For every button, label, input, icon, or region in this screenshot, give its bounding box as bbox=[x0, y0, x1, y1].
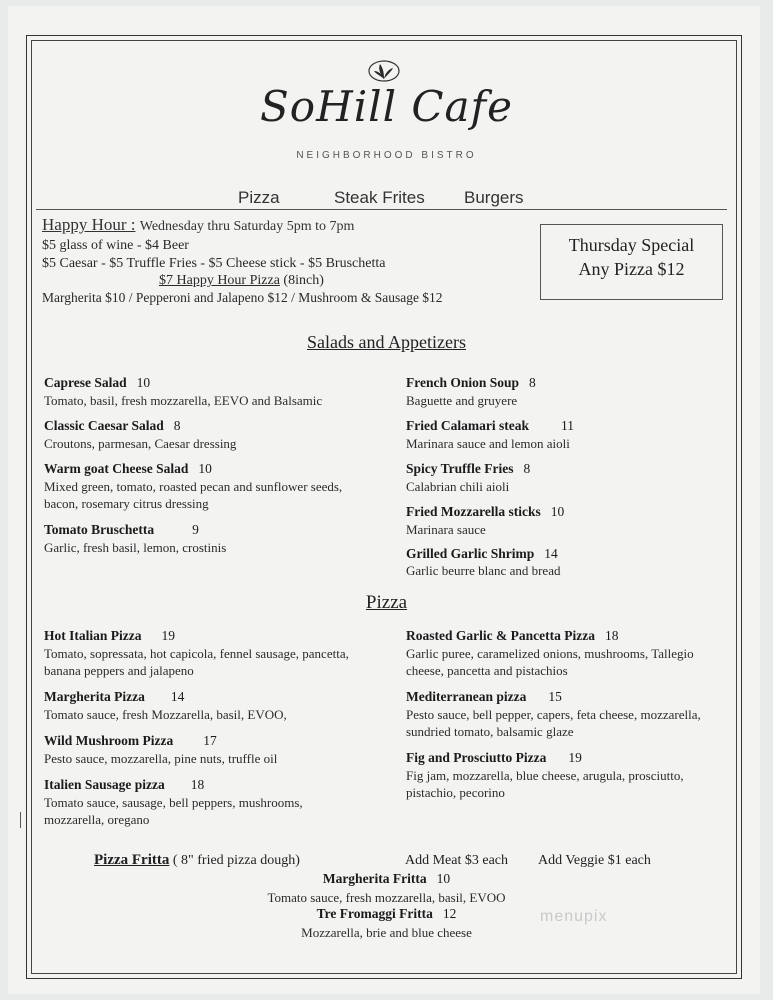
happy-hour-pizza-heading bbox=[159, 273, 324, 289]
menu-item-name: French Onion Soup 8 bbox=[406, 375, 536, 390]
menu-item-desc: Tomato sauce, fresh Mozzarella, basil, EVOO, bbox=[44, 707, 287, 722]
cafe-tagline: NEIGHBORHOOD BISTRO bbox=[296, 150, 477, 161]
thursday-special-box bbox=[540, 224, 723, 300]
menu-item-name: Margherita Fritta 10 bbox=[322, 871, 451, 886]
menu-item-name: Grilled Garlic Shrimp 14 bbox=[406, 546, 558, 561]
menu-item-desc: Pesto sauce, mozzarella, pine nuts, truffle oil bbox=[44, 751, 278, 766]
menupix-watermark: menupix bbox=[540, 908, 608, 925]
menu-item-desc: Garlic, fresh basil, lemon, crostinis bbox=[44, 540, 227, 555]
menu-item-desc: Mixed green, tomato, roasted pecan and sunflower seeds, bacon, rosemary citrus dressing bbox=[44, 479, 343, 511]
happy-hour-schedule: Wednesday thru Saturday 5pm to 7pm bbox=[139, 219, 355, 234]
menu-item-name: Caprese Salad 10 bbox=[44, 375, 151, 390]
menu-item-name: Italien Sausage pizza 18 bbox=[44, 777, 205, 792]
happy-hour-pizza-title: $7 Happy Hour Pizza bbox=[159, 273, 280, 288]
nav-burgers: Burgers bbox=[464, 188, 524, 207]
menu-item-desc: Pesto sauce, bell pepper, capers, feta cheese, mozzarella, sundried tomato, balsamic glaze bbox=[406, 707, 701, 739]
pizza-fritta-title: Pizza Fritta bbox=[94, 852, 170, 868]
cafe-name: SoHill Cafe bbox=[260, 82, 513, 131]
menu-item-name: Warm goat Cheese Salad 10 bbox=[44, 461, 212, 476]
menu-item-desc: Tomato sauce, sausage, bell peppers, mushrooms, mozzarella, oregano bbox=[44, 795, 303, 827]
edge-mark bbox=[20, 812, 21, 828]
menu-item-desc: Baguette and gruyere bbox=[406, 393, 518, 408]
nav-steak-frites: Steak Frites bbox=[334, 188, 425, 207]
menu-item-name: Wild Mushroom Pizza 17 bbox=[44, 733, 217, 748]
menu-item-desc: Marinara sauce and lemon aioli bbox=[406, 436, 570, 451]
menu-item-desc: Croutons, parmesan, Caesar dressing bbox=[44, 436, 237, 451]
pizza-fritta-heading bbox=[94, 852, 300, 869]
menu-item-desc: Marinara sauce bbox=[406, 522, 486, 537]
menu-item-name: Fig and Prosciutto Pizza 19 bbox=[406, 750, 582, 765]
menu-item-name: Roasted Garlic & Pancetta Pizza 18 bbox=[406, 628, 619, 643]
pizza-section-title: Pizza bbox=[365, 592, 408, 613]
menu-item-name: Tomato Bruschetta 9 bbox=[44, 522, 199, 537]
nav-pizza: Pizza bbox=[238, 188, 280, 207]
menu-item-name: Margherita Pizza 14 bbox=[44, 689, 185, 704]
nav-divider bbox=[36, 209, 727, 210]
happy-hour-title: Happy Hour : bbox=[42, 215, 136, 234]
menu-item-name: Classic Caesar Salad 8 bbox=[44, 418, 181, 433]
happy-hour-drinks: $5 glass of wine - $4 Beer bbox=[42, 238, 189, 253]
add-meat-note: Add Meat $3 each bbox=[405, 853, 509, 868]
menu-item-desc: Garlic puree, caramelized onions, mushrooms, Tallegio cheese, pancetta and pistachios bbox=[406, 646, 694, 678]
menu-item-desc: Tomato sauce, fresh mozzarella, basil, EVOO bbox=[267, 890, 506, 905]
menu-item-desc: Fig jam, mozzarella, blue cheese, arugula, prosciutto, pistachio, pecorino bbox=[406, 768, 684, 800]
menu-item-name: Tre Fromaggi Fritta 12 bbox=[316, 906, 457, 921]
menu-item-desc: Garlic beurre blanc and bread bbox=[406, 563, 561, 578]
salads-section-title: Salads and Appetizers bbox=[307, 332, 466, 352]
menu-item-desc: Calabrian chili aioli bbox=[406, 479, 510, 494]
happy-hour-apps: $5 Caesar - $5 Truffle Fries - $5 Cheese stick - $5 Bruschetta bbox=[42, 256, 386, 271]
menu-item-name: Hot Italian Pizza 19 bbox=[44, 628, 175, 643]
happy-hour-pizza-size: (8inch) bbox=[279, 273, 324, 288]
menu-item-name: Fried Mozzarella sticks 10 bbox=[406, 504, 565, 519]
menu-item-name: Mediterranean pizza 15 bbox=[406, 689, 562, 704]
menu-item-name: Spicy Truffle Fries 8 bbox=[406, 461, 531, 476]
happy-hour-pizza-list: Margherita $10 / Pepperoni and Jalapeno $12 / Mushroom & Sausage $12 bbox=[42, 290, 443, 305]
menu-item-name: Fried Calamari steak 11 bbox=[406, 418, 574, 433]
pizza-fritta-subtitle: ( 8" fried pizza dough) bbox=[169, 853, 300, 868]
special-line-1: Thursday Special bbox=[568, 235, 695, 255]
menu-item-desc: Tomato, sopressata, hot capicola, fennel sausage, pancetta, banana peppers and jalapeno bbox=[44, 646, 349, 678]
special-line-2: Any Pizza $12 bbox=[578, 259, 685, 279]
menu-item-desc: Mozzarella, brie and blue cheese bbox=[301, 925, 472, 940]
happy-hour-heading bbox=[42, 215, 354, 235]
menu-item-desc: Tomato, basil, fresh mozzarella, EEVO and Balsamic bbox=[44, 393, 323, 408]
add-veggie-note: Add Veggie $1 each bbox=[538, 853, 651, 868]
